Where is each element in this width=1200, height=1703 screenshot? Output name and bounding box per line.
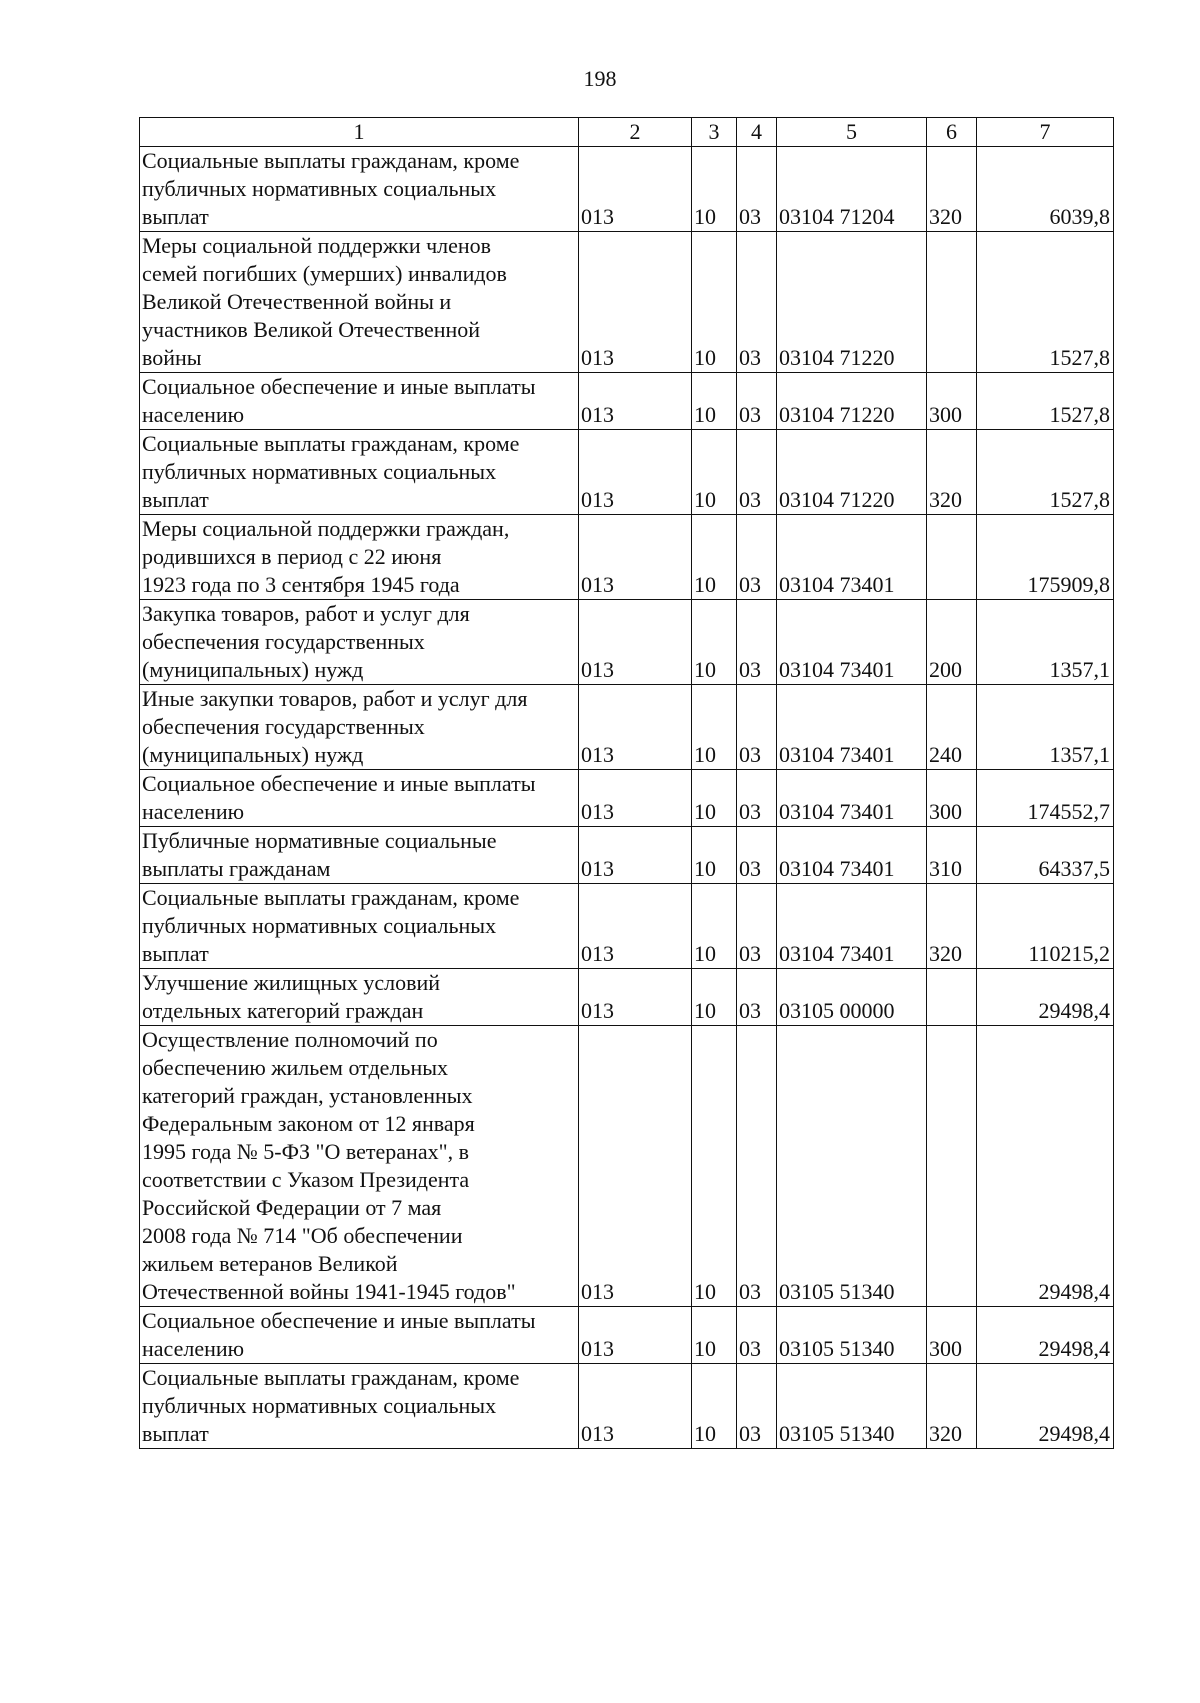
item-name-cell: Социальные выплаты гражданам, кроме публичных нормативных социальных выплат bbox=[140, 884, 579, 969]
item-name-cell: Социальные выплаты гражданам, кроме публичных нормативных социальных выплат bbox=[140, 430, 579, 515]
ministry-code-cell: 013 bbox=[579, 770, 692, 827]
subsection-code-cell: 03 bbox=[737, 884, 777, 969]
table-row bbox=[140, 1364, 1114, 1449]
amount-cell: 1357,1 bbox=[977, 600, 1114, 685]
target-article-cell: 03104 73401 bbox=[777, 770, 927, 827]
ministry-code-cell: 013 bbox=[579, 373, 692, 430]
section-code-cell: 10 bbox=[692, 600, 737, 685]
expense-type-cell: 300 bbox=[927, 373, 977, 430]
section-code-cell: 10 bbox=[692, 969, 737, 1026]
column-header: 5 bbox=[777, 118, 927, 147]
item-name-cell: Меры социальной поддержки граждан, родившихся в период с 22 июня 1923 года по 3 сентября 1945 года bbox=[140, 515, 579, 600]
table-row bbox=[140, 1026, 1114, 1307]
section-code-cell: 10 bbox=[692, 685, 737, 770]
target-article-cell: 03104 71220 bbox=[777, 373, 927, 430]
amount-cell: 1527,8 bbox=[977, 430, 1114, 515]
subsection-code-cell: 03 bbox=[737, 1026, 777, 1307]
target-article-cell: 03105 00000 bbox=[777, 969, 927, 1026]
page-number: 198 bbox=[583, 66, 617, 91]
amount-cell: 29498,4 bbox=[977, 1026, 1114, 1307]
amount-cell: 1527,8 bbox=[977, 232, 1114, 373]
column-header: 1 bbox=[140, 118, 579, 147]
column-header: 6 bbox=[927, 118, 977, 147]
section-code-cell: 10 bbox=[692, 1026, 737, 1307]
item-name-cell: Публичные нормативные социальные выплаты гражданам bbox=[140, 827, 579, 884]
expense-type-cell bbox=[927, 515, 977, 600]
section-code-cell: 10 bbox=[692, 1307, 737, 1364]
target-article-cell: 03104 73401 bbox=[777, 827, 927, 884]
table-row bbox=[140, 969, 1114, 1026]
target-article-cell: 03104 71220 bbox=[777, 232, 927, 373]
item-name-cell: Социальные выплаты гражданам, кроме публичных нормативных социальных выплат bbox=[140, 1364, 579, 1449]
item-name-cell: Иные закупки товаров, работ и услуг для обеспечения государственных (муниципальных) нужд bbox=[140, 685, 579, 770]
amount-cell: 1527,8 bbox=[977, 373, 1114, 430]
table-row bbox=[140, 430, 1114, 515]
section-code-cell: 10 bbox=[692, 147, 737, 232]
subsection-code-cell: 03 bbox=[737, 373, 777, 430]
column-header: 4 bbox=[737, 118, 777, 147]
amount-cell: 29498,4 bbox=[977, 969, 1114, 1026]
target-article-cell: 03104 71220 bbox=[777, 430, 927, 515]
item-name-cell: Закупка товаров, работ и услуг для обеспечения государственных (муниципальных) нужд bbox=[140, 600, 579, 685]
item-name-cell: Социальное обеспечение и иные выплаты населению bbox=[140, 770, 579, 827]
expense-type-cell: 320 bbox=[927, 430, 977, 515]
subsection-code-cell: 03 bbox=[737, 515, 777, 600]
target-article-cell: 03104 73401 bbox=[777, 600, 927, 685]
column-header: 3 bbox=[692, 118, 737, 147]
subsection-code-cell: 03 bbox=[737, 827, 777, 884]
section-code-cell: 10 bbox=[692, 515, 737, 600]
item-name-cell: Социальное обеспечение и иные выплаты населению bbox=[140, 373, 579, 430]
expense-type-cell: 310 bbox=[927, 827, 977, 884]
ministry-code-cell: 013 bbox=[579, 1307, 692, 1364]
expense-type-cell: 320 bbox=[927, 884, 977, 969]
section-code-cell: 10 bbox=[692, 827, 737, 884]
expense-type-cell: 200 bbox=[927, 600, 977, 685]
amount-cell: 110215,2 bbox=[977, 884, 1114, 969]
section-code-cell: 10 bbox=[692, 430, 737, 515]
section-code-cell: 10 bbox=[692, 1364, 737, 1449]
expense-type-cell: 300 bbox=[927, 770, 977, 827]
table-row bbox=[140, 685, 1114, 770]
amount-cell: 64337,5 bbox=[977, 827, 1114, 884]
subsection-code-cell: 03 bbox=[737, 770, 777, 827]
item-name-cell: Социальное обеспечение и иные выплаты населению bbox=[140, 1307, 579, 1364]
ministry-code-cell: 013 bbox=[579, 1364, 692, 1449]
ministry-code-cell: 013 bbox=[579, 1026, 692, 1307]
expense-type-cell: 320 bbox=[927, 147, 977, 232]
section-code-cell: 10 bbox=[692, 373, 737, 430]
item-name-cell: Осуществление полномочий по обеспечению жильем отдельных категорий граждан, установленных Федеральным законом от 12 января 1995 года № 5-ФЗ "О ветеранах", в соответствии с Указом Президента Российской Федерации от 7 мая 2008 года № 714 "Об обеспечении жильем ветеранов Великой Отечественной войны 1941-1945 годов" bbox=[140, 1026, 579, 1307]
amount-cell: 174552,7 bbox=[977, 770, 1114, 827]
column-header: 2 bbox=[579, 118, 692, 147]
ministry-code-cell: 013 bbox=[579, 969, 692, 1026]
table-row bbox=[140, 827, 1114, 884]
expense-type-cell: 300 bbox=[927, 1307, 977, 1364]
section-code-cell: 10 bbox=[692, 232, 737, 373]
budget-table bbox=[139, 117, 1114, 1449]
amount-cell: 175909,8 bbox=[977, 515, 1114, 600]
target-article-cell: 03105 51340 bbox=[777, 1364, 927, 1449]
ministry-code-cell: 013 bbox=[579, 232, 692, 373]
section-code-cell: 10 bbox=[692, 884, 737, 969]
ministry-code-cell: 013 bbox=[579, 827, 692, 884]
ministry-code-cell: 013 bbox=[579, 600, 692, 685]
ministry-code-cell: 013 bbox=[579, 515, 692, 600]
ministry-code-cell: 013 bbox=[579, 430, 692, 515]
table-row bbox=[140, 515, 1114, 600]
target-article-cell: 03105 51340 bbox=[777, 1026, 927, 1307]
target-article-cell: 03104 73401 bbox=[777, 884, 927, 969]
expense-type-cell bbox=[927, 1026, 977, 1307]
item-name-cell: Меры социальной поддержки членов семей погибших (умерших) инвалидов Великой Отечественной войны и участников Великой Отечественной войны bbox=[140, 232, 579, 373]
table-row bbox=[140, 147, 1114, 232]
subsection-code-cell: 03 bbox=[737, 147, 777, 232]
table-row bbox=[140, 770, 1114, 827]
subsection-code-cell: 03 bbox=[737, 232, 777, 373]
subsection-code-cell: 03 bbox=[737, 1307, 777, 1364]
amount-cell: 6039,8 bbox=[977, 147, 1114, 232]
ministry-code-cell: 013 bbox=[579, 147, 692, 232]
subsection-code-cell: 03 bbox=[737, 430, 777, 515]
table-row bbox=[140, 232, 1114, 373]
target-article-cell: 03104 71204 bbox=[777, 147, 927, 232]
expense-type-cell: 240 bbox=[927, 685, 977, 770]
subsection-code-cell: 03 bbox=[737, 969, 777, 1026]
expense-type-cell bbox=[927, 969, 977, 1026]
target-article-cell: 03105 51340 bbox=[777, 1307, 927, 1364]
amount-cell: 29498,4 bbox=[977, 1307, 1114, 1364]
subsection-code-cell: 03 bbox=[737, 600, 777, 685]
ministry-code-cell: 013 bbox=[579, 884, 692, 969]
table-row bbox=[140, 1307, 1114, 1364]
target-article-cell: 03104 73401 bbox=[777, 685, 927, 770]
table-row bbox=[140, 373, 1114, 430]
ministry-code-cell: 013 bbox=[579, 685, 692, 770]
expense-type-cell bbox=[927, 232, 977, 373]
column-header: 7 bbox=[977, 118, 1114, 147]
table-row bbox=[140, 884, 1114, 969]
table-row bbox=[140, 600, 1114, 685]
target-article-cell: 03104 73401 bbox=[777, 515, 927, 600]
section-code-cell: 10 bbox=[692, 770, 737, 827]
subsection-code-cell: 03 bbox=[737, 1364, 777, 1449]
item-name-cell: Улучшение жилищных условий отдельных категорий граждан bbox=[140, 969, 579, 1026]
header-row bbox=[140, 118, 1114, 147]
item-name-cell: Социальные выплаты гражданам, кроме публичных нормативных социальных выплат bbox=[140, 147, 579, 232]
subsection-code-cell: 03 bbox=[737, 685, 777, 770]
amount-cell: 29498,4 bbox=[977, 1364, 1114, 1449]
expense-type-cell: 320 bbox=[927, 1364, 977, 1449]
amount-cell: 1357,1 bbox=[977, 685, 1114, 770]
